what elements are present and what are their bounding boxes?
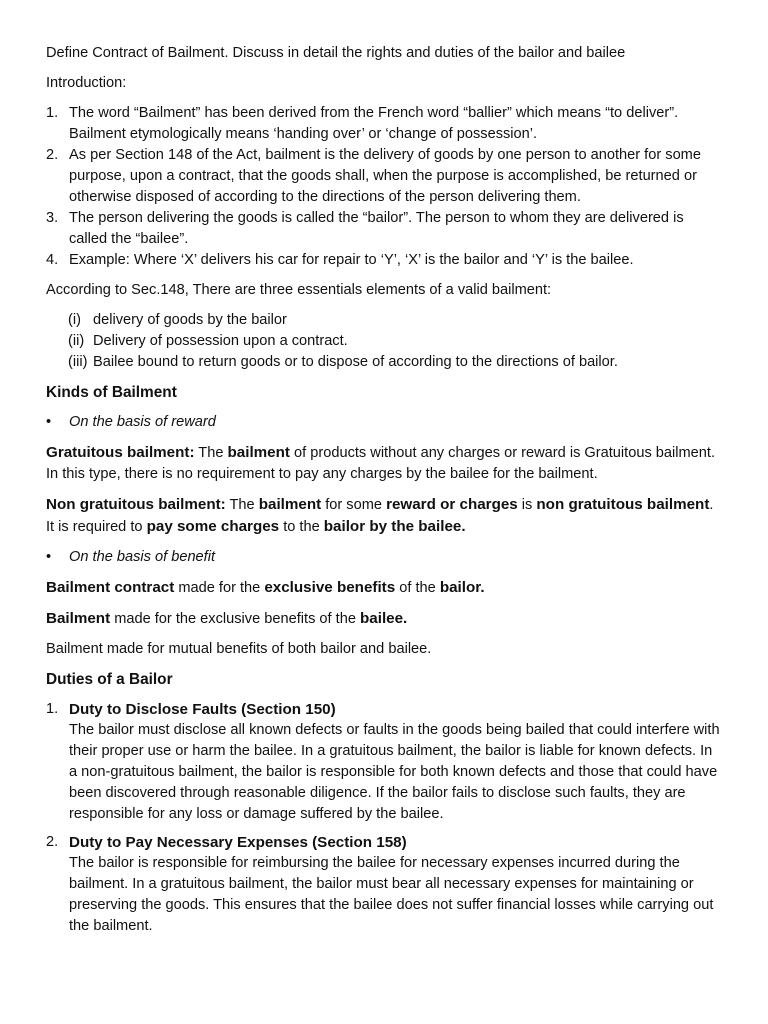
term-label: Non gratuitous bailment:: [46, 496, 226, 513]
bullet-text: On the basis of reward: [69, 414, 216, 430]
list-item: [46, 145, 724, 208]
bold-run: pay some charges: [146, 518, 280, 535]
list-item: [46, 832, 724, 937]
list-item: [68, 310, 724, 331]
essentials-list: [46, 310, 724, 373]
non-gratuitous-paragraph: [46, 494, 724, 538]
duties-list: [46, 699, 724, 937]
bold-run: exclusive benefits: [264, 579, 396, 596]
list-text: Delivery of possession upon a contract.: [93, 333, 348, 349]
list-text: Bailee bound to return goods or to dispose of according to the directions of bailor.: [93, 354, 618, 370]
bold-run: bailor by the bailee.: [323, 518, 466, 535]
bold-run: bailor.: [439, 579, 485, 596]
essentials-intro: According to Sec.148, There are three essentials elements of a valid bailment:: [46, 282, 552, 298]
list-item: [46, 208, 724, 250]
duty-title: Duty to Disclose Faults (Section 150): [69, 701, 336, 718]
bold-run: bailee.: [360, 610, 408, 627]
list-number: 1.: [46, 105, 59, 121]
intro-label: Introduction:: [46, 75, 127, 91]
bold-run: bailment: [258, 496, 322, 513]
list-number: 2.: [46, 834, 59, 850]
text-run: is: [517, 497, 537, 513]
bold-run: bailment: [227, 444, 290, 461]
bold-run: reward or charges: [386, 496, 518, 513]
list-item: [46, 250, 724, 271]
list-text: As per Section 148 of the Act, bailment is the delivery of goods by one person to another for some purpose, upon a contract, that the goods shall, when the purpose is accomplished, be returned or otherwise disposed of according to the directions of the person delivering them.: [69, 147, 701, 205]
list-item: [46, 103, 724, 145]
benefit-bailee-paragraph: [46, 608, 724, 630]
term-label: Gratuitous bailment:: [46, 444, 195, 461]
bullet-dot-icon: •: [46, 549, 52, 565]
list-item: [68, 331, 724, 352]
list-number: 1.: [46, 701, 59, 717]
text-run: for some: [321, 497, 387, 513]
list-number: (i): [68, 312, 81, 328]
text-run: The: [225, 497, 259, 513]
bold-run: Bailment: [46, 610, 111, 627]
list-number: 3.: [46, 210, 59, 226]
benefit-bailor-paragraph: [46, 577, 724, 599]
text-run: made for the: [174, 580, 265, 596]
benefit-bullet: [46, 547, 724, 568]
text-run: of products without any charges or reward is Gratuitous bailment. In this type, there is no requirement to pay any charges by the bailee for the bailment.: [46, 445, 716, 482]
list-number: 2.: [46, 147, 59, 163]
list-number: 4.: [46, 252, 59, 268]
gratuitous-paragraph: [46, 442, 724, 485]
list-text: The word “Bailment” has been derived from the French word “ballier” which means “to deliver”. Bailment etymologically means ‘handing over’ or ‘change of possession’.: [69, 105, 679, 142]
kinds-heading: Kinds of Bailment: [46, 384, 177, 401]
duties-heading: Duties of a Bailor: [46, 671, 173, 688]
list-number: (iii): [68, 354, 88, 370]
duty-text: The bailor is responsible for reimbursing the bailee for necessary expenses incurred during the bailment. In a gratuitous bailment, the bailor must bear all necessary expenses for maintaining or preserving the goods. This ensures that the bailee does not suffer financial losses while carrying out the bailment.: [69, 855, 714, 934]
text-run: The: [194, 445, 228, 461]
list-text: Example: Where ‘X’ delivers his car for repair to ‘Y’, ‘X’ is the bailor and ‘Y’ is the bailee.: [69, 252, 634, 268]
list-item: [46, 699, 724, 825]
page-title: Define Contract of Bailment. Discuss in detail the rights and duties of the bailor and bailee: [46, 45, 626, 61]
text-run: . It is required to: [46, 497, 714, 535]
intro-list: [46, 103, 724, 271]
bullet-dot-icon: •: [46, 414, 52, 430]
text-run: to the: [279, 519, 324, 535]
benefit-mutual-paragraph: Bailment made for mutual benefits of both bailor and bailee.: [46, 641, 432, 657]
list-text: The person delivering the goods is called the “bailor”. The person to whom they are delivered is called the “bailee”.: [69, 210, 684, 247]
duty-text: The bailor must disclose all known defects or faults in the goods being bailed that could interfere with their proper use or harm the bailee. In a gratuitous bailment, the bailor is liable for known defects. In a non-gratuitous bailment, the bailor is responsible for both known defects and those that could have been discovered through reasonable diligence. If the bailor fails to disclose such faults, they are responsible for any loss or damage suffered by the bailee.: [69, 722, 720, 822]
bullet-text: On the basis of benefit: [69, 549, 216, 565]
bold-run: Bailment contract: [46, 579, 175, 596]
bold-run: non gratuitous bailment: [536, 496, 710, 513]
text-run: made for the exclusive benefits of the: [110, 611, 360, 627]
duty-title: Duty to Pay Necessary Expenses (Section 158): [69, 834, 407, 851]
reward-bullet: [46, 412, 724, 433]
list-number: (ii): [68, 333, 85, 349]
text-run: of the: [395, 580, 440, 596]
list-text: delivery of goods by the bailor: [93, 312, 287, 328]
list-item: [68, 352, 724, 373]
